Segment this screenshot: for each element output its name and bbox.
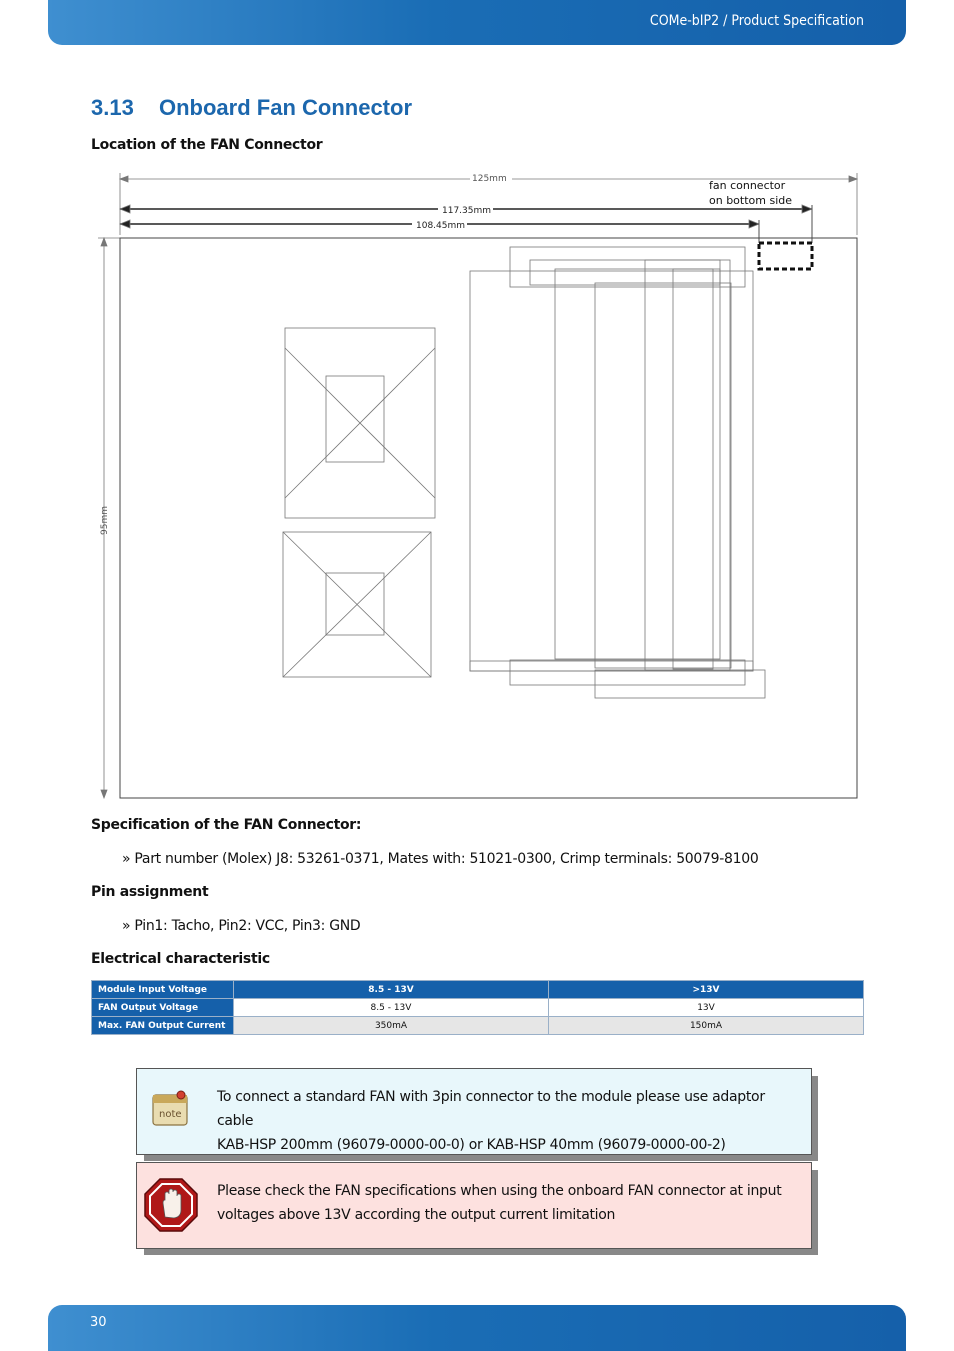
dimension-a-label: 117.35mm [442, 206, 492, 216]
table-cell: 350mA [234, 1017, 549, 1035]
section-heading [91, 95, 412, 121]
part-number-bullet: » Part number (Molex) J8: 53261-0371, Mates with: 51021-0300, Crimp terminals: 50079-8100 [122, 851, 759, 867]
pin-assignment-label: Pin assignment [91, 884, 209, 900]
warning-box [136, 1162, 812, 1249]
dimension-total-label: 125mm [472, 174, 507, 184]
page-header [48, 0, 906, 45]
table-cell: >13V [549, 981, 864, 999]
dimension-height-label: 95mm [100, 506, 110, 535]
section-number: 3.13 [91, 95, 134, 120]
note-icon [151, 1089, 191, 1133]
table-cell: 8.5 - 13V [234, 981, 549, 999]
section-title: Onboard Fan Connector [159, 95, 412, 120]
row-header: Module Input Voltage [92, 981, 234, 999]
table-cell: 13V [549, 999, 864, 1017]
location-label: Location of the FAN Connector [91, 137, 323, 153]
stop-hand-icon [143, 1177, 199, 1237]
pin-assignment-bullet: » Pin1: Tacho, Pin2: VCC, Pin3: GND [122, 918, 361, 934]
table-row [92, 981, 864, 999]
page-footer [48, 1305, 906, 1351]
document-title: COMe-bIP2 / Product Specification [649, 13, 864, 29]
spec-label: Specification of the FAN Connector: [91, 817, 362, 833]
note-text [217, 1085, 787, 1157]
electrical-characteristic-table [91, 980, 864, 1035]
row-header: FAN Output Voltage [92, 999, 234, 1017]
electrical-label: Electrical characteristic [91, 951, 270, 967]
table-row [92, 1017, 864, 1035]
note-line2: KAB-HSP 200mm (96079-0000-00-0) or KAB-HSP 40mm (96079-0000-00-2) [217, 1137, 726, 1153]
table-cell: 8.5 - 13V [234, 999, 549, 1017]
note-line1: To connect a standard FAN with 3pin connector to the module please use adaptor cable [217, 1089, 765, 1129]
callout-line1: fan connector [709, 179, 786, 192]
fan-connector-location-diagram [90, 165, 865, 805]
callout-line2: on bottom side [709, 194, 793, 207]
dimension-b-label: 108.45mm [416, 221, 466, 231]
page-number: 30 [90, 1315, 107, 1330]
svg-text:note: note [159, 1109, 182, 1120]
warning-line2: voltages above 13V according the output current limitation [217, 1207, 616, 1223]
table-row [92, 999, 864, 1017]
warning-text [217, 1179, 787, 1227]
row-header: Max. FAN Output Current [92, 1017, 234, 1035]
note-box [136, 1068, 812, 1155]
warning-line1: Please check the FAN specifications when using the onboard FAN connector at input [217, 1183, 782, 1199]
table-cell: 150mA [549, 1017, 864, 1035]
